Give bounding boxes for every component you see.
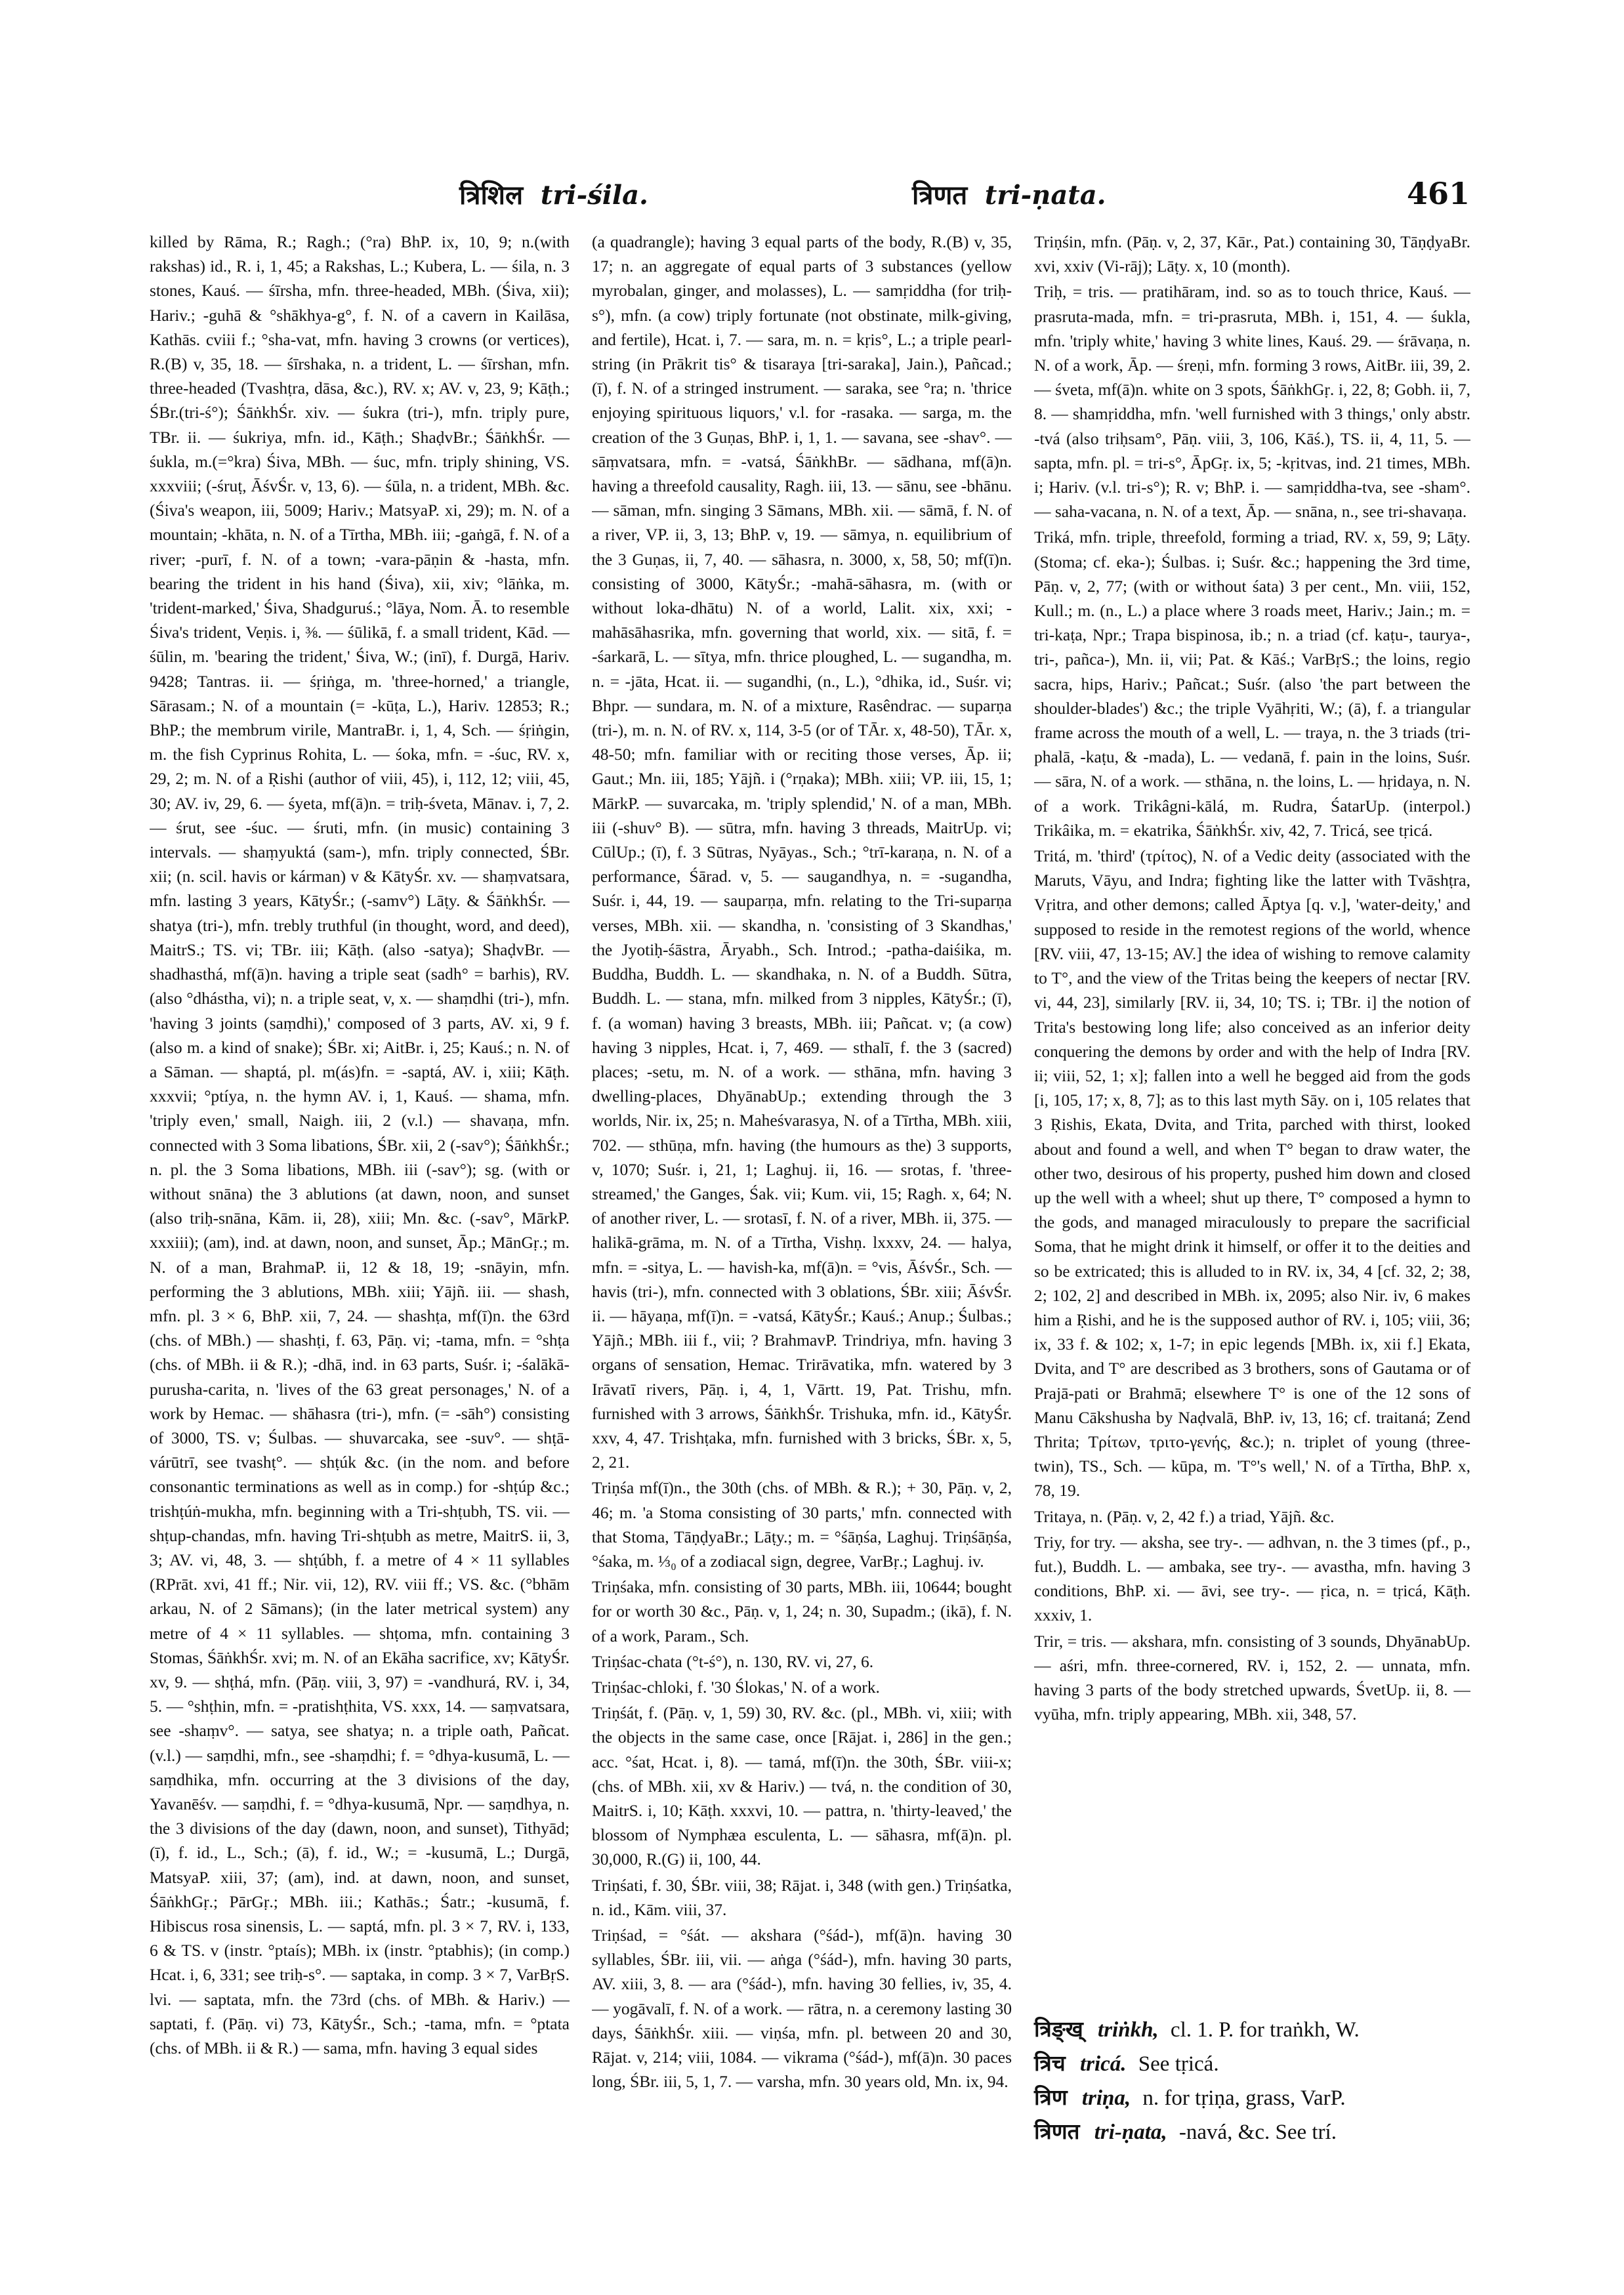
entry-headword: tricá. [1079, 2052, 1127, 2076]
page-number: 461 [1406, 176, 1470, 211]
final-entry [1034, 2047, 1470, 2081]
column-2-paragraph: Triṇśac-chloki, f. '30 Ślokas,' N. of a work. [592, 1677, 880, 1697]
column-1-paragraph: killed by Rāma, R.; Ragh.; (°ra) BhP. ix, 10, 9; n.(with rakshas) id., R. i, 1, 45; a Rakshas, L.; Kubera, L. — śila, n. 3 stones, Kauś. — śīrsha, mfn. three-headed, MBh. (Śiva, xii); Hariv.; -guhā & °shākhya-g°, f. N. of a cavern in Kailāsa, Kathās. cviii f.; °sha-vat, mfn. having 3 crowns (or vertices), R.(B) v, 35, 18. — śīrshaka, n. a trident, L. — śīrshan, mfn. three-headed (Tvashṭra, dāsa, &c.), RV. x; AV. v, 23, 9; Kāṭh.; ŚBr.(tri-ś°); ŚāṅkhŚr. xiv. — śukra (tri-), mfn. triply pure, TBr. ii. — śukriya, mfn. id., Kāṭh.; ShaḍvBr.; ŚāṅkhŚr. — śukla, m.(=°kra) Śiva, MBh. — śuc, mfn. triply shining, VS. xxxviii; (-śruṭ, ĀśvŚr. v, 13, 6). — śūla, n. a trident, MBh. &c. (Śiva's weapon, iii, 5009; Hariv.; MatsyaP. xi, 29); m. N. of a mountain; -khāta, n. N. of a Tīrtha, MBh. iii; -gaṅgā, f. N. of a river; -purī, f. N. of a town; -vara-pāṇin & -hasta, mfn. bearing the trident in his hand (Śiva), xii, xiv; °lāṅka, m. 'trident-marked,' Śiva, Shadguruś.; °lāya, Nom. Ā. to resemble Śiva's trident, Veṇis. i, ⅜. — śūlikā, f. a small trident, Kād. — śūlin, m. 'bearing the trident,' Śiva, W.; (inī), f. Durgā, Hariv. 9428; Tantras. ii. — śṛiṅga, m. 'three-horned,' a triangle, Sārasam.; N. of a mountain (= -kūṭa, L.), Hariv. 12853; R.; BhP.; the membrum virile, MantraBr. i, 1, 4, Sch. — śṛiṅgin, m. the fish Cyprinus Rohita, L. — śoka, mfn. = -śuc, RV. x, 29, 2; m. N. of a Ṛishi (author of viii, 45), i, 112, 12; viii, 45, 30; AV. iv, 29, 6. — śyeta, mf(ā)n. = triḥ-śveta, Mānav. i, 7, 2. — śrut, see -śuc. — śruti, mfn. (in music) containing 3 intervals. — shaṃyuktá (sam-), mfn. triply connected, ŚBr. xii; (n. scil. havis or kárman) v & KātyŚr. xv. — shaṃvatsara, mfn. lasting 3 years, KātyŚr.; (-samv°) Lāṭy. & ŚāṅkhŚr. — shatya (tri-), mfn. trebly truthful (in thought, word, and deed), MaitrS.; TS. vi; TBr. iii; Kāṭh. (also -satya); ShaḍvBr. — shadhasthá, mf(ā)n. having a triple seat (sadh° = barhis), RV. (also °dhástha, vi); n. a triple seat, v, x. — shaṃdhi (tri-), mfn. 'having 3 joints (saṃdhi),' composed of 3 parts, AV. xi, 9 f. (also m. a kind of snake); ŚBr. xi; AitBr. i, 25; Kauś.; n. N. of a Sāman. — shaptá, pl. m(ás)fn. = -saptá, AV. i, xiii; Kāṭh. xxxvii; °ptíya, n. the hymn AV. i, 1, Kauś. — shama, mfn. 'triply even,' small, Naigh. iii, 2 (v.l.) — shavaṇa, mfn. connected with 3 Soma libations, ŚBr. xii, 2 (-sav°); ŚāṅkhŚr.; n. pl. the 3 Soma libations, MBh. iii (-sav°); sg. (with or without snāna) the 3 ablutions (at dawn, noon, and sunset (also triḥ-snāna, Kām. ii, 28), xiii; Mn. &c. (-sav°, MārkP. xxxiii); (am), ind. at dawn, noon, and sunset, Āp.; MānGṛ.; m. N. of a man, BrahmaP. ii, 12 & 18, 19; -snāyin, mfn. performing the 3 ablutions, MBh. xiii; Yājñ. iii. — shash, mfn. pl. 3 × 6, BhP. xii, 7, 24. — shashṭa, mf(ī)n. the 63rd (chs. of MBh.) — shashṭi, f. 63, Pāṇ. vi; -tama, mfn. = °shṭa (chs. of MBh. ii & R.); -dhā, ind. in 63 parts, Suśr. i; -śalākā-purusha-carita, n. 'lives of the 63 great personages,' N. of a work by Hemac. — shāhasra (tri-), mfn. (= -sāh°) consisting of 3000, TS. v; Śulbas. — shuvarcaka, see -suv°. — shṭā-várūtrī, see tvashṭ°. — shṭúk &c. (in the nom. and before consonantic terminations as well as in comp.) for -shṭúp &c.; trishṭúṅ-mukha, mfn. beginning with a Tri-shṭubh, TS. vii. — shṭup-chandas, mfn. having Tri-shṭubh as metre, MaitrS. ii, 3, 3; AV. vi, 48, 3. — shṭúbh, f. a metre of 4 × 11 syllables (RPrāt. xvi, 41 ff.; Nir. vii, 12), RV. viii ff.; VS. &c. (°bhām arkau, N. of 2 Sāmans); (in the later metrical system) any metre of 4 × 11 syllables. — shṭoma, mfn. containing 3 Stomas, ŚāṅkhŚr. xvi; m. N. of an Ekāha sacrifice, xv; KātyŚr. xv, 9. — shṭhá, mfn. (Pāṇ. viii, 3, 97) = -vandhurá, RV. i, 34, 5. — °shṭhin, mfn. = -pratishṭhita, VS. xxx, 14. — saṃvatsara, see -shaṃv°. — satya, see shatya; n. a triple oath, Pañcat. (v.l.) — saṃdhi, mfn., see -shaṃdhi; f. = °dhya-kusumā, L. — saṃdhika, mfn. occurring at the 3 divisions of the day, Yavanēśv. — saṃdhi, f. = °dhya-kusumā, Npr. — saṃdhya, n. the 3 divisions of the day (dawn, noon, and sunset), Tithyād; (ī), f. id., L., Sch.; (ā), f. id., W.; = -kusumā, L.; Durgā, MatsyaP. xiii, 37; (am), ind. at dawn, noon, and sunset, ŚāṅkhGṛ.; PārGṛ.; MBh. iii.; Kathās.; Śatr.; -kusumā, f. Hibiscus rosa sinensis, L. — saptá, mfn. pl. 3 × 7, RV. i, 133, 6 & TS. v (instr. °ptaís); MBh. ix (instr. °ptabhis); (in comp.) Hcat. i, 6, 331; see triḥ-s°. — saptaka, in comp. 3 × 7, VarBṛS. lvi. — saptata, mfn. the 73rd (chs. of MBh. & Hariv.) — saptati, f. (Pāṇ. vi) 73, KātyŚr., Sch.; -tama, mfn. = °ptata (chs. of MBh. ii & R.) — sama, mfn. having 3 equal sides [150, 232, 570, 2058]
center-running-head [912, 176, 1106, 212]
entry-text: See tṛicá. [1138, 2052, 1219, 2076]
final-entries [1034, 2013, 1470, 2149]
left-running-head [459, 176, 648, 212]
left-head-devanagari: त्रिशिल [459, 180, 524, 211]
column-2-paragraph: Triṇśad, = °śát. — akshara (°śád-), mf(ā)n. having 30 syllables, ŚBr. iii, vii. — aṅga (°śád-), mfn. having 30 parts, AV. xiii, 3, 8. — ara (°śád-), mfn. having 30 fellies, iv, 35, 4. — yogāvalī, f. N. of a work. — rātra, n. a ceremony lasting 30 days, ŚāṅkhŚr. xiii. — viṇśa, mfn. pl. between 20 and 30, Rājat. v, 214; viii, 1084. — vikrama (°śád-), mf(ā)n. 30 paces long, ŚBr. iii, 5, 1, 7. — varsha, mfn. 30 years old, Mn. ix, 94. [592, 1926, 1012, 2092]
column-3-paragraph: Triká, mfn. triple, threefold, forming a triad, RV. x, 59, 9; Lāṭy. (Stoma; cf. eka-); Śulbas. i; Suśr. &c.; happening the 3rd time, Pāṇ. v, 2, 77; (with or without śata) 3 per cent., Mn. viii, 152, Kull.; m. (n., L.) a place where 3 roads meet, Hariv.; Jain.; m. = tri-kaṭa, Npr.; Trapa bispinosa, ib.; n. a triad (cf. kaṭu-, taurya-, tri-, pañca-), Mn. ii, vii; Pat. & Kāś.; VarBṛS.; the loins, regio sacra, hips, Hariv.; Pañcat.; Suśr. (also 'the part between the shoulder-blades') &c.; the triple Vyāhṛiti, W.; (ā), f. a triangular frame across the mouth of a well, L. — traya, n. the 3 triads (tri-phalā, -kaṭu, & -mada), L. — vedanā, f. pain in the loins, Suśr. — sāra, N. of a work. — sthāna, n. the loins, L. — hṛidaya, n. N. of a work. Trikâgni-kālá, m. Rudra, ŚatarUp. (interpol.) Trikâika, m. = ekatrika, ŚāṅkhŚr. xiv, 42, 7. Tricá, see tṛicá. [1034, 527, 1470, 840]
column-2-paragraph: Triṇśa mf(ī)n., the 30th (chs. of MBh. & R.); + 30, Pāṇ. v, 2, 46; m. 'a Stoma consisting of 30 parts,' mfn. connected with that Stoma, TāṇḍyaBr.; Lāṭy.; m. = °śāṇśa, Laghuj. Triṇśāṇśa, °śaka, m. ⅓₀ of a zodiacal sign, degree, VarBṛ.; Laghuj. iv. [592, 1478, 1012, 1571]
column-2-paragraph: Triṇśati, f. 30, ŚBr. viii, 38; Rājat. i, 348 (with gen.) Triṇśatka, n. id., Kām. viii, 37. [592, 1875, 1012, 1919]
column-3-paragraph: Tritá, m. 'third' (τρίτος), N. of a Vedic deity (associated with the Maruts, Vāyu, and Indra; fighting like the latter with Tvāshṭra, Vṛitra, and other demons; called Āptya [q. v.], 'water-deity,' and supposed to reside in the remotest regions of the world, whence [RV. viii, 47, 13-15; AV.] the idea of wishing to remove calamity to T°, and the view of the Tritas being the keepers of nectar [RV. vi, 44, 23], similarly [RV. ii, 34, 10; TS. i; TBr. i] the notion of Trita's bestowing long life; also conceived as an inferior deity conquering the demons by order and with the help of Indra [RV. ii; viii, 52, 1; x]; fallen into a well he begged aid from the gods [i, 105, 17; x, 8, 7]; as to this last myth Sāy. on i, 105 relates that 3 Ṛishis, Ekata, Dvita, and Trita, parched with thirst, looked about and found a well, and when T° began to draw water, the other two, desirous of his property, pushed him down and closed up the well with a wheel; shut up there, T° composed a hymn to the gods, and managed miraculously to prepare the sacrificial Soma, that he might drink it himself, or offer it to the deities and so be extricated; this is alluded to in RV. ix, 34, 4 [cf. 32, 2; 38, 2; 102, 2] and described in MBh. ix, 2095; also Nir. iv, 6 makes him a Ṛishi, and he is the supposed author of RV. i, 105; viii, 36; ix, 33 f. & 102; x, 1-7; in epic legends [MBh. ix, xii f.] Ekata, Dvita, and T° are described as 3 brothers, sons of Gautama or of Prajā-pati or Brahmā; elsewhere T° is one of the 12 sons of Manu Cākshusha by Naḍvalā, BhP. iv, 13, 16; cf. traitaná; Zend Thrita; Τρίτων, τριτο-γενής, &c.); n. triplet of young (three-twin), TS., Sch. — kūpa, m. 'T°'s well,' N. of a Tīrtha, BhP. x, 78, 19. [1034, 846, 1470, 1500]
column-3-paragraph: Triṇśin, mfn. (Pāṇ. v, 2, 37, Kār., Pat.) containing 30, TāṇḍyaBr. xvi, xxiv (Vi-rāj); Lāṭy. x, 10 (month). [1034, 232, 1470, 276]
entry-headword: triṅkh, [1098, 2018, 1159, 2042]
column-2 [592, 230, 1012, 2224]
final-entry [1034, 2081, 1470, 2115]
column-2-paragraph: Triṇśaka, mfn. consisting of 30 parts, MBh. iii, 10644; bought for or worth 30 &c., Pāṇ. v, 1, 24; n. 30, Supadm.; (ikā), f. N. of a work, Param., Sch. [592, 1577, 1012, 1645]
final-entry [1034, 2115, 1470, 2149]
center-head-devanagari: त्रिणत [912, 180, 968, 211]
left-head-translit: tri-śila. [540, 180, 648, 211]
column-2-paragraph: (a quadrangle); having 3 equal parts of the body, R.(B) v, 35, 17; n. an aggregate of equal parts of 3 substances (yellow myrobalan, ginger, and molasses), L. — samṛiddha (for triḥ-s°), mfn. (a cow) triply fortunate (not obstinate, milk-giving, and fertile), Hcat. i, 7. — sara, m. n. = kṛis°, L.; a triple pearl-string (in Prākrit tis° & tisaraya [tri-saraka], Jain.), Pañcad.; (ī), f. N. of a stringed instrument. — saraka, see °ra; n. 'thrice enjoying spirituous liquors,' v.l. for -rasaka. — sarga, m. the creation of the 3 Guṇas, BhP. i, 1, 1. — savana, see -shav°. — sāṃvatsara, mfn. = -vatsá, ŚāṅkhBr. — sādhana, mf(ā)n. having a threefold causality, Ragh. iii, 13. — sānu, see -bhānu. — sāman, mfn. singing 3 Sāmans, MBh. xii. — sāmā, f. N. of a river, VP. ii, 3, 13; BhP. v, 19. — sāmya, n. equilibrium of the 3 Guṇas, ii, 7, 40. — sāhasra, n. 3000, x, 58, 50; mf(ī)n. consisting of 3000, KātyŚr.; -mahā-sāhasra, m. (with or without loka-dhātu) N. of a world, Lalit. xix, xxi; -mahāsāhasrika, mfn. governing that world, xix. — sitā, f. = -śarkarā, L. — sītya, mfn. thrice ploughed, L. — sugandha, m. n. = -jāta, Hcat. ii. — sugandhi, (n., L.), °dhika, id., Suśr. vi; Bhpr. — sundara, m. N. of a mixture, Rasêndrac. — suparṇa (tri-), m. n. N. of RV. x, 114, 3-5 (or of TĀr. x, 48-50), TĀr. x, 48-50; mfn. familiar with or reciting those verses, Āp. ii; Gaut.; Mn. iii, 185; Yājñ. i (°rṇaka); MBh. xiii; VP. iii, 15, 1; MārkP. — suvarcaka, m. 'triply splendid,' N. of a man, MBh. iii (-shuv° B). — sūtra, mfn. having 3 threads, MaitrUp. vi; CūlUp.; (ī), f. 3 Sūtras, Nyāyas., Sch.; °trī-karaṇa, n. N. of a performance, Śārad. v, 5. — saugandhya, n. = -sugandha, Suśr. i, 44, 19. — sauparṇa, mfn. relating to the Tri-suparṇa verses, MBh. xii. — skandha, n. 'consisting of 3 Skandhas,' the Jyotiḥ-śāstra, Āryabh., Sch. Introd.; -patha-daiśika, m. Buddha, Buddh. L. — skandhaka, n. N. of a Buddh. Sūtra, Buddh. L. — stana, mfn. milked from 3 nipples, KātyŚr.; (ī), f. (a woman) having 3 breasts, MBh. iii; Pañcat. v; (a cow) having 3 nipples, Hcat. i, 7, 469. — sthalī, f. the 3 (sacred) places; -setu, m. N. of a work. — sthāna, mfn. having 3 dwelling-places, DhyānabUp.; extending through the 3 worlds, Nir. ix, 25; n. Maheśvarasya, N. of a Tīrtha, MBh. xiii, 702. — sthūṇa, mfn. having (the humours as the) 3 supports, v, 1070; Suśr. i, 21, 1; Laghuj. ii, 16. — srotas, f. 'three-streamed,' the Ganges, Śak. vii; Kum. vii, 15; Ragh. x, 64; N. of another river, L. — srotasī, f. N. of a river, MBh. ii, 375. — halikā-grāma, m. N. of a Tīrtha, Vishṇ. lxxxv, 24. — halya, mfn. = -sitya, L. — havish-ka, mf(ā)n. = °vis, ĀśvŚr., Sch. — havis (tri-), mfn. connected with 3 oblations, ŚBr. xiii; ĀśvŚr. ii. — hāyaṇa, mf(ī)n. = -vatsá, KātyŚr.; Kauś.; Anup.; Śulbas.; Yājñ.; MBh. iii f., vii; ? BrahmavP. Trindriya, mfn. having 3 organs of sensation, Hemac. Trirāvatika, mfn. watered by 3 Irāvatī rivers, Pāṇ. i, 4, 1, Vārtt. 19, Pat. Trishu, mfn. furnished with 3 arrows, ŚāṅkhŚr. Trishuka, mfn. id., KātyŚr. xxv, 4, 47. Trishṭaka, mfn. furnished with 3 bricks, ŚBr. x, 5, 2, 21. [592, 232, 1012, 1472]
column-3-paragraph: Triy, for try. — aksha, see try-. — adhvan, n. the 3 times (pf., p., fut.), Buddh. L. — ambaka, see try-. — avastha, mfn. having 3 conditions, BhP. xi. — āvi, see try-. — ṛica, n. = tṛicá, Kāṭh. xxxiv, 1. [1034, 1532, 1470, 1625]
entry-text: n. for tṛiṇa, grass, VarP. [1142, 2086, 1346, 2110]
center-head-translit: tri-ṇata. [984, 180, 1106, 211]
column-2-paragraph: Triṇśát, f. (Pāṇ. v, 1, 59) 30, RV. &c. (pl., MBh. vi, xiii; with the objects in the same case, once [Rājat. i, 286] in the gen.; acc. °śat, Hcat. i, 8). — tamá, mf(ī)n. the 30th, ŚBr. viii-x; (chs. of MBh. xii, xv & Hariv.) — tvá, n. the condition of 30, MaitrS. i, 10; Kāṭh. xxxvi, 10. — pattra, n. 'thirty-leaved,' the blossom of Nymphæa esculenta, L. — sāhasra, mf(ā)n. pl. 30,000, R.(G) ii, 100, 44. [592, 1703, 1012, 1869]
column-1 [150, 230, 570, 2224]
column-3-paragraph: Triḥ, = tris. — pratihāram, ind. so as to touch thrice, Kauś. — prasruta-mada, mfn. = tri-prasruta, MBh. i, 151, 4. — śukla, mfn. 'triply white,' having 3 white lines, Kauś. 29. — śrāvaṇa, n. N. of a work, Āp. — śreṇi, mfn. forming 3 rows, AitBr. iii, 39, 2. — śveta, mf(ā)n. white on 3 spots, ŚāṅkhGṛ. i, 22, 8; Gobh. ii, 7, 8. — shamṛiddha, mfn. 'well furnished with 3 things,' only abstr. -tvá (also triḥsam°, Pāṇ. viii, 3, 106, Kāś.), TS. ii, 4, 11, 5. — sapta, mfn. pl. = tri-s°, ĀpGṛ. ix, 5; -kṛitvas, ind. 21 times, MBh. i; Hariv. (v.l. tri-s°); R. v; BhP. i. — samṛiddha-tva, see -sham°. — saha-vacana, n. N. of a text, Āp. — snāna, n., see tri-shavaṇa. [1034, 282, 1470, 522]
column-2-paragraph: Triṇśac-chata (°t-ś°), n. 130, RV. vi, 27, 6. [592, 1651, 874, 1671]
entry-devanagari: त्रिण [1034, 2086, 1068, 2110]
column-3-paragraph: Tritaya, n. (Pāṇ. v, 2, 42 f.) a triad, Yājñ. &c. [1034, 1506, 1335, 1526]
entry-devanagari: त्रिच [1034, 2052, 1066, 2076]
column-3 [1034, 230, 1470, 2004]
entry-devanagari: त्रिणत [1034, 2120, 1080, 2144]
entry-headword: tri-ṇata, [1094, 2120, 1167, 2144]
entry-text: cl. 1. P. for traṅkh, W. [1170, 2018, 1360, 2042]
final-entry [1034, 2013, 1470, 2047]
entry-headword: triṇa, [1081, 2086, 1131, 2110]
column-3-paragraph: Trir, = tris. — akshara, mfn. consisting of 3 sounds, DhyānabUp. — aśri, mfn. three-cornered, RV. i, 152, 2. — unnata, mfn. having 3 parts of the body stretched upwards, ŚvetUp. ii, 8. — vyūha, mfn. triply appearing, MBh. xii, 348, 57. [1034, 1631, 1470, 1724]
entry-text: -navá, &c. See trí. [1178, 2120, 1337, 2144]
page-header [151, 176, 1470, 222]
entry-devanagari: त्रिङ्ख् [1034, 2018, 1083, 2042]
